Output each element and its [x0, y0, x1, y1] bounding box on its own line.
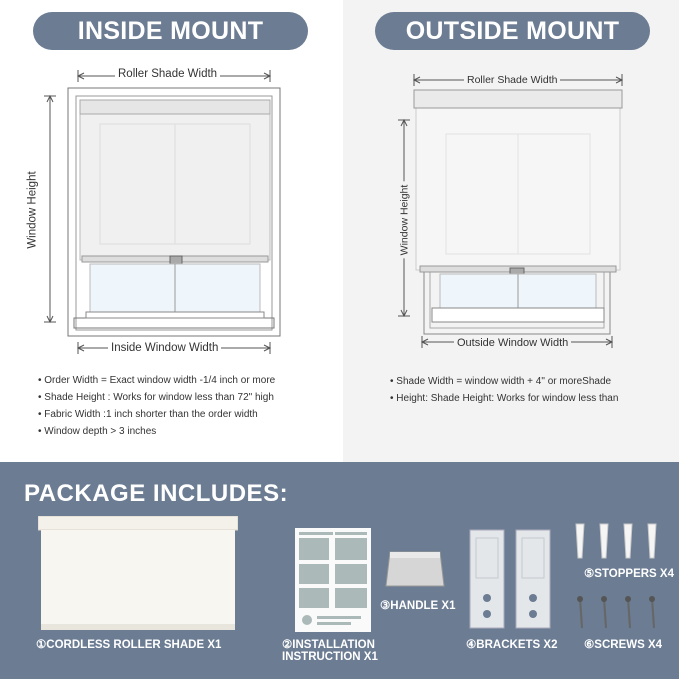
- inside-bullets: [38, 372, 338, 440]
- inside-bottom-label: Inside Window Width: [108, 342, 221, 354]
- handle-icon: [384, 548, 446, 590]
- list-item: • Order Width = Exact window width -1/4 inch or more: [38, 372, 338, 389]
- instruction-sheet-icon: [295, 528, 371, 632]
- list-item: • Shade Width = window width + 4" or moreShade: [390, 373, 675, 390]
- item-label-instruction-line2: INSTRUCTION X1: [282, 651, 378, 663]
- outside-bottom-label: Outside Window Width: [454, 337, 571, 349]
- roller-shade-icon: [38, 516, 238, 631]
- list-item: • Height: Shade Height: Works for window less than: [390, 390, 675, 407]
- item-label-screws: ⑥SCREWS X4: [584, 639, 663, 651]
- inside-width-label: Roller Shade Width: [115, 68, 220, 80]
- outside-width-label: Roller Shade Width: [464, 74, 560, 86]
- stopper-icon: [572, 522, 664, 562]
- screw-icon: [572, 596, 664, 630]
- list-item: • Window depth > 3 inches: [38, 423, 338, 440]
- outside-bullets: [390, 373, 675, 407]
- inside-mount-title: INSIDE MOUNT: [33, 12, 308, 50]
- item-label-shade: ①CORDLESS ROLLER SHADE X1: [36, 639, 222, 651]
- item-label-brackets: ④BRACKETS X2: [466, 639, 558, 651]
- item-label-stoppers: ⑤STOPPERS X4: [584, 568, 674, 580]
- list-item: • Fabric Width :1 inch shorter than the order width: [38, 406, 338, 423]
- item-label-instruction-line1: ②INSTALLATION: [282, 639, 375, 651]
- outside-height-label: Window Height: [398, 182, 410, 259]
- inside-height-label: Window Height: [27, 168, 39, 251]
- outside-mount-title: OUTSIDE MOUNT: [375, 12, 650, 50]
- outside-mount-diagram: [390, 68, 640, 358]
- list-item: • Shade Height : Works for window less than 72" high: [38, 389, 338, 406]
- inside-mount-diagram: [30, 60, 320, 370]
- package-title: PACKAGE INCLUDES:: [24, 480, 289, 507]
- bracket-icon: [466, 528, 556, 634]
- item-label-handle: ③HANDLE X1: [380, 600, 456, 612]
